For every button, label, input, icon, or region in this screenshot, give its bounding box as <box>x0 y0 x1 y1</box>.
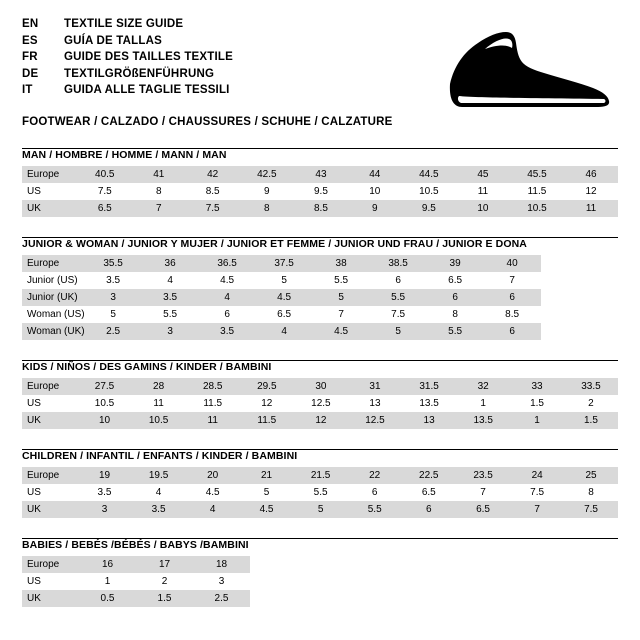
size-cell: 38.5 <box>370 255 427 272</box>
size-cell: 31 <box>348 378 402 395</box>
size-cell: 3 <box>142 323 199 340</box>
size-cell: 46 <box>564 166 618 183</box>
dress-shoe-icon <box>428 26 618 116</box>
size-table-block <box>22 449 618 518</box>
size-cell: 5 <box>256 272 313 289</box>
size-cell: 5 <box>293 501 347 518</box>
table-row <box>22 501 618 518</box>
size-cell: 6.5 <box>456 501 510 518</box>
size-cell: 7 <box>132 200 186 217</box>
size-cell: 9 <box>348 200 402 217</box>
size-table-block <box>22 360 618 429</box>
size-cell: 0.5 <box>79 590 136 607</box>
size-cell: 7.5 <box>370 306 427 323</box>
page-title: FOOTWEAR / CALZADO / CHAUSSURES / SCHUHE / CALZATURE <box>22 115 393 128</box>
table-row <box>22 467 618 484</box>
size-cell: 5.5 <box>427 323 484 340</box>
size-table <box>22 378 618 429</box>
size-cell: 4.5 <box>199 272 256 289</box>
size-cell: 37.5 <box>256 255 313 272</box>
size-table-title: KIDS / NIÑOS / DES GAMINS / KINDER / BAMBINI <box>22 360 272 373</box>
size-cell: 1 <box>456 395 510 412</box>
size-cell: 11.5 <box>186 395 240 412</box>
size-table-title: MAN / HOMBRE / HOMME / MANN / MAN <box>22 148 227 161</box>
table-row <box>22 166 618 183</box>
size-cell: 8.5 <box>186 183 240 200</box>
size-cell: 7.5 <box>510 484 564 501</box>
size-cell: 6 <box>402 501 456 518</box>
size-cell: 1.5 <box>136 590 193 607</box>
size-cell: 39 <box>427 255 484 272</box>
row-label: US <box>22 573 79 590</box>
size-cell: 42.5 <box>240 166 294 183</box>
row-label: Junior (US) <box>22 272 85 289</box>
size-cell: 13.5 <box>456 412 510 429</box>
language-code: DE <box>22 67 39 80</box>
size-cell: 6.5 <box>78 200 132 217</box>
size-cell: 2.5 <box>193 590 250 607</box>
size-cell: 21.5 <box>293 467 347 484</box>
size-cell: 9.5 <box>294 183 348 200</box>
row-label: Junior (UK) <box>22 289 85 306</box>
size-cell: 6 <box>348 484 402 501</box>
size-cell: 1 <box>79 573 136 590</box>
size-cell: 3.5 <box>85 272 142 289</box>
size-cell: 1 <box>510 412 564 429</box>
size-tables <box>22 148 618 607</box>
size-table-title: JUNIOR & WOMAN / JUNIOR Y MUJER / JUNIOR ET FEMME / JUNIOR UND FRAU / JUNIOR E DONA <box>22 237 527 250</box>
size-cell: 36 <box>142 255 199 272</box>
size-cell: 11 <box>186 412 240 429</box>
size-cell: 2.5 <box>85 323 142 340</box>
size-table <box>22 467 618 518</box>
size-cell: 10.5 <box>132 412 186 429</box>
size-cell: 21 <box>240 467 294 484</box>
size-cell: 6.5 <box>427 272 484 289</box>
row-label: Europe <box>22 556 79 573</box>
size-cell: 13 <box>402 412 456 429</box>
table-row <box>22 395 618 412</box>
size-cell: 35.5 <box>85 255 142 272</box>
size-cell: 43 <box>294 166 348 183</box>
row-label: Europe <box>22 378 77 395</box>
row-label: UK <box>22 501 78 518</box>
row-label: US <box>22 183 78 200</box>
row-label: Woman (UK) <box>22 323 85 340</box>
language-code: ES <box>22 34 38 47</box>
size-cell: 5.5 <box>370 289 427 306</box>
row-label: US <box>22 395 77 412</box>
size-cell: 12 <box>294 412 348 429</box>
size-cell: 3 <box>193 573 250 590</box>
size-cell: 6 <box>484 323 541 340</box>
language-code: EN <box>22 18 39 30</box>
size-cell: 33 <box>510 378 564 395</box>
size-cell: 31.5 <box>402 378 456 395</box>
size-cell: 7 <box>456 484 510 501</box>
size-table <box>22 556 250 607</box>
size-cell: 7.5 <box>564 501 618 518</box>
size-cell: 38 <box>313 255 370 272</box>
size-cell: 12.5 <box>348 412 402 429</box>
size-cell: 40 <box>484 255 541 272</box>
size-cell: 2 <box>564 395 618 412</box>
size-cell: 7.5 <box>186 200 240 217</box>
size-cell: 9 <box>240 183 294 200</box>
size-cell: 25 <box>564 467 618 484</box>
size-cell: 5.5 <box>142 306 199 323</box>
size-cell: 1.5 <box>510 395 564 412</box>
size-cell: 8.5 <box>294 200 348 217</box>
size-cell: 4.5 <box>313 323 370 340</box>
size-cell: 4 <box>256 323 313 340</box>
size-cell: 10.5 <box>510 200 564 217</box>
size-cell: 6 <box>427 289 484 306</box>
table-row <box>22 183 618 200</box>
size-cell: 13.5 <box>402 395 456 412</box>
language-label: GUÍA DE TALLAS <box>64 34 162 47</box>
table-row <box>22 556 250 573</box>
size-cell: 1.5 <box>564 412 618 429</box>
language-label: GUIDE DES TAILLES TEXTILE <box>64 51 233 63</box>
table-row <box>22 484 618 501</box>
size-cell: 8 <box>240 200 294 217</box>
size-cell: 6.5 <box>256 306 313 323</box>
size-cell: 44.5 <box>402 166 456 183</box>
size-cell: 29.5 <box>240 378 294 395</box>
table-row <box>22 306 541 323</box>
size-table-block <box>22 538 618 607</box>
size-cell: 10 <box>348 183 402 200</box>
size-cell: 4.5 <box>240 501 294 518</box>
size-cell: 19.5 <box>131 467 185 484</box>
size-cell: 5 <box>240 484 294 501</box>
size-cell: 30 <box>294 378 348 395</box>
table-row <box>22 289 541 306</box>
size-cell: 18 <box>193 556 250 573</box>
size-cell: 44 <box>348 166 402 183</box>
size-cell: 17 <box>136 556 193 573</box>
size-cell: 12.5 <box>294 395 348 412</box>
size-cell: 8.5 <box>484 306 541 323</box>
size-cell: 45 <box>456 166 510 183</box>
size-cell: 5.5 <box>293 484 347 501</box>
row-label: Europe <box>22 166 78 183</box>
page-header <box>22 16 618 128</box>
size-cell: 12 <box>564 183 618 200</box>
size-cell: 11 <box>132 395 186 412</box>
row-label: Woman (US) <box>22 306 85 323</box>
size-cell: 9.5 <box>402 200 456 217</box>
size-cell: 33.5 <box>564 378 618 395</box>
size-cell: 28 <box>132 378 186 395</box>
size-cell: 36.5 <box>199 255 256 272</box>
row-label: US <box>22 484 78 501</box>
size-cell: 45.5 <box>510 166 564 183</box>
row-label: Europe <box>22 255 85 272</box>
size-cell: 4 <box>199 289 256 306</box>
size-table-block <box>22 237 618 340</box>
language-label: GUIDA ALLE TAGLIE TESSILI <box>64 84 230 96</box>
size-cell: 22 <box>348 467 402 484</box>
size-cell: 10.5 <box>77 395 131 412</box>
size-cell: 4.5 <box>256 289 313 306</box>
size-cell: 7 <box>313 306 370 323</box>
size-table <box>22 255 541 340</box>
size-cell: 8 <box>132 183 186 200</box>
language-label: TEXTILGRÖßENFÜHRUNG <box>64 67 215 80</box>
size-cell: 3.5 <box>199 323 256 340</box>
size-cell: 6.5 <box>402 484 456 501</box>
size-table <box>22 166 618 217</box>
size-cell: 4 <box>142 272 199 289</box>
size-cell: 12 <box>240 395 294 412</box>
size-cell: 8 <box>427 306 484 323</box>
size-cell: 7.5 <box>78 183 132 200</box>
size-table-title: BABIES / BEBÉS /BÉBÉS / BABYS /BAMBINI <box>22 538 249 551</box>
size-table-block <box>22 148 618 217</box>
size-cell: 11 <box>564 200 618 217</box>
size-cell: 10.5 <box>402 183 456 200</box>
size-cell: 7 <box>484 272 541 289</box>
size-cell: 7 <box>510 501 564 518</box>
size-cell: 4 <box>186 501 240 518</box>
size-cell: 27.5 <box>77 378 131 395</box>
size-cell: 5 <box>85 306 142 323</box>
size-cell: 11.5 <box>240 412 294 429</box>
size-cell: 5 <box>313 289 370 306</box>
row-label: Europe <box>22 467 78 484</box>
size-cell: 8 <box>564 484 618 501</box>
row-label: UK <box>22 200 78 217</box>
size-cell: 19 <box>78 467 132 484</box>
table-row <box>22 323 541 340</box>
size-cell: 40.5 <box>78 166 132 183</box>
size-cell: 3.5 <box>78 484 132 501</box>
language-code: IT <box>22 84 33 96</box>
table-row <box>22 255 541 272</box>
size-cell: 23.5 <box>456 467 510 484</box>
size-cell: 5 <box>370 323 427 340</box>
size-cell: 6 <box>199 306 256 323</box>
size-cell: 13 <box>348 395 402 412</box>
size-cell: 5.5 <box>348 501 402 518</box>
size-cell: 16 <box>79 556 136 573</box>
size-cell: 10 <box>77 412 131 429</box>
size-cell: 32 <box>456 378 510 395</box>
size-cell: 11 <box>456 183 510 200</box>
row-label: UK <box>22 412 77 429</box>
table-row <box>22 378 618 395</box>
size-cell: 3.5 <box>142 289 199 306</box>
size-cell: 3.5 <box>131 501 185 518</box>
size-cell: 10 <box>456 200 510 217</box>
size-table-title: CHILDREN / INFANTIL / ENFANTS / KINDER / BAMBINI <box>22 449 298 462</box>
size-cell: 4 <box>131 484 185 501</box>
language-label: TEXTILE SIZE GUIDE <box>64 18 184 30</box>
size-cell: 42 <box>186 166 240 183</box>
size-cell: 22.5 <box>402 467 456 484</box>
table-row <box>22 573 250 590</box>
size-cell: 6 <box>370 272 427 289</box>
size-cell: 20 <box>186 467 240 484</box>
table-row <box>22 272 541 289</box>
size-cell: 4.5 <box>186 484 240 501</box>
row-label: UK <box>22 590 79 607</box>
size-cell: 28.5 <box>186 378 240 395</box>
size-cell: 6 <box>484 289 541 306</box>
language-code: FR <box>22 51 38 63</box>
size-cell: 5.5 <box>313 272 370 289</box>
size-cell: 24 <box>510 467 564 484</box>
table-row <box>22 200 618 217</box>
size-cell: 3 <box>78 501 132 518</box>
table-row <box>22 590 250 607</box>
table-row <box>22 412 618 429</box>
size-cell: 41 <box>132 166 186 183</box>
size-cell: 3 <box>85 289 142 306</box>
size-cell: 11.5 <box>510 183 564 200</box>
size-cell: 2 <box>136 573 193 590</box>
